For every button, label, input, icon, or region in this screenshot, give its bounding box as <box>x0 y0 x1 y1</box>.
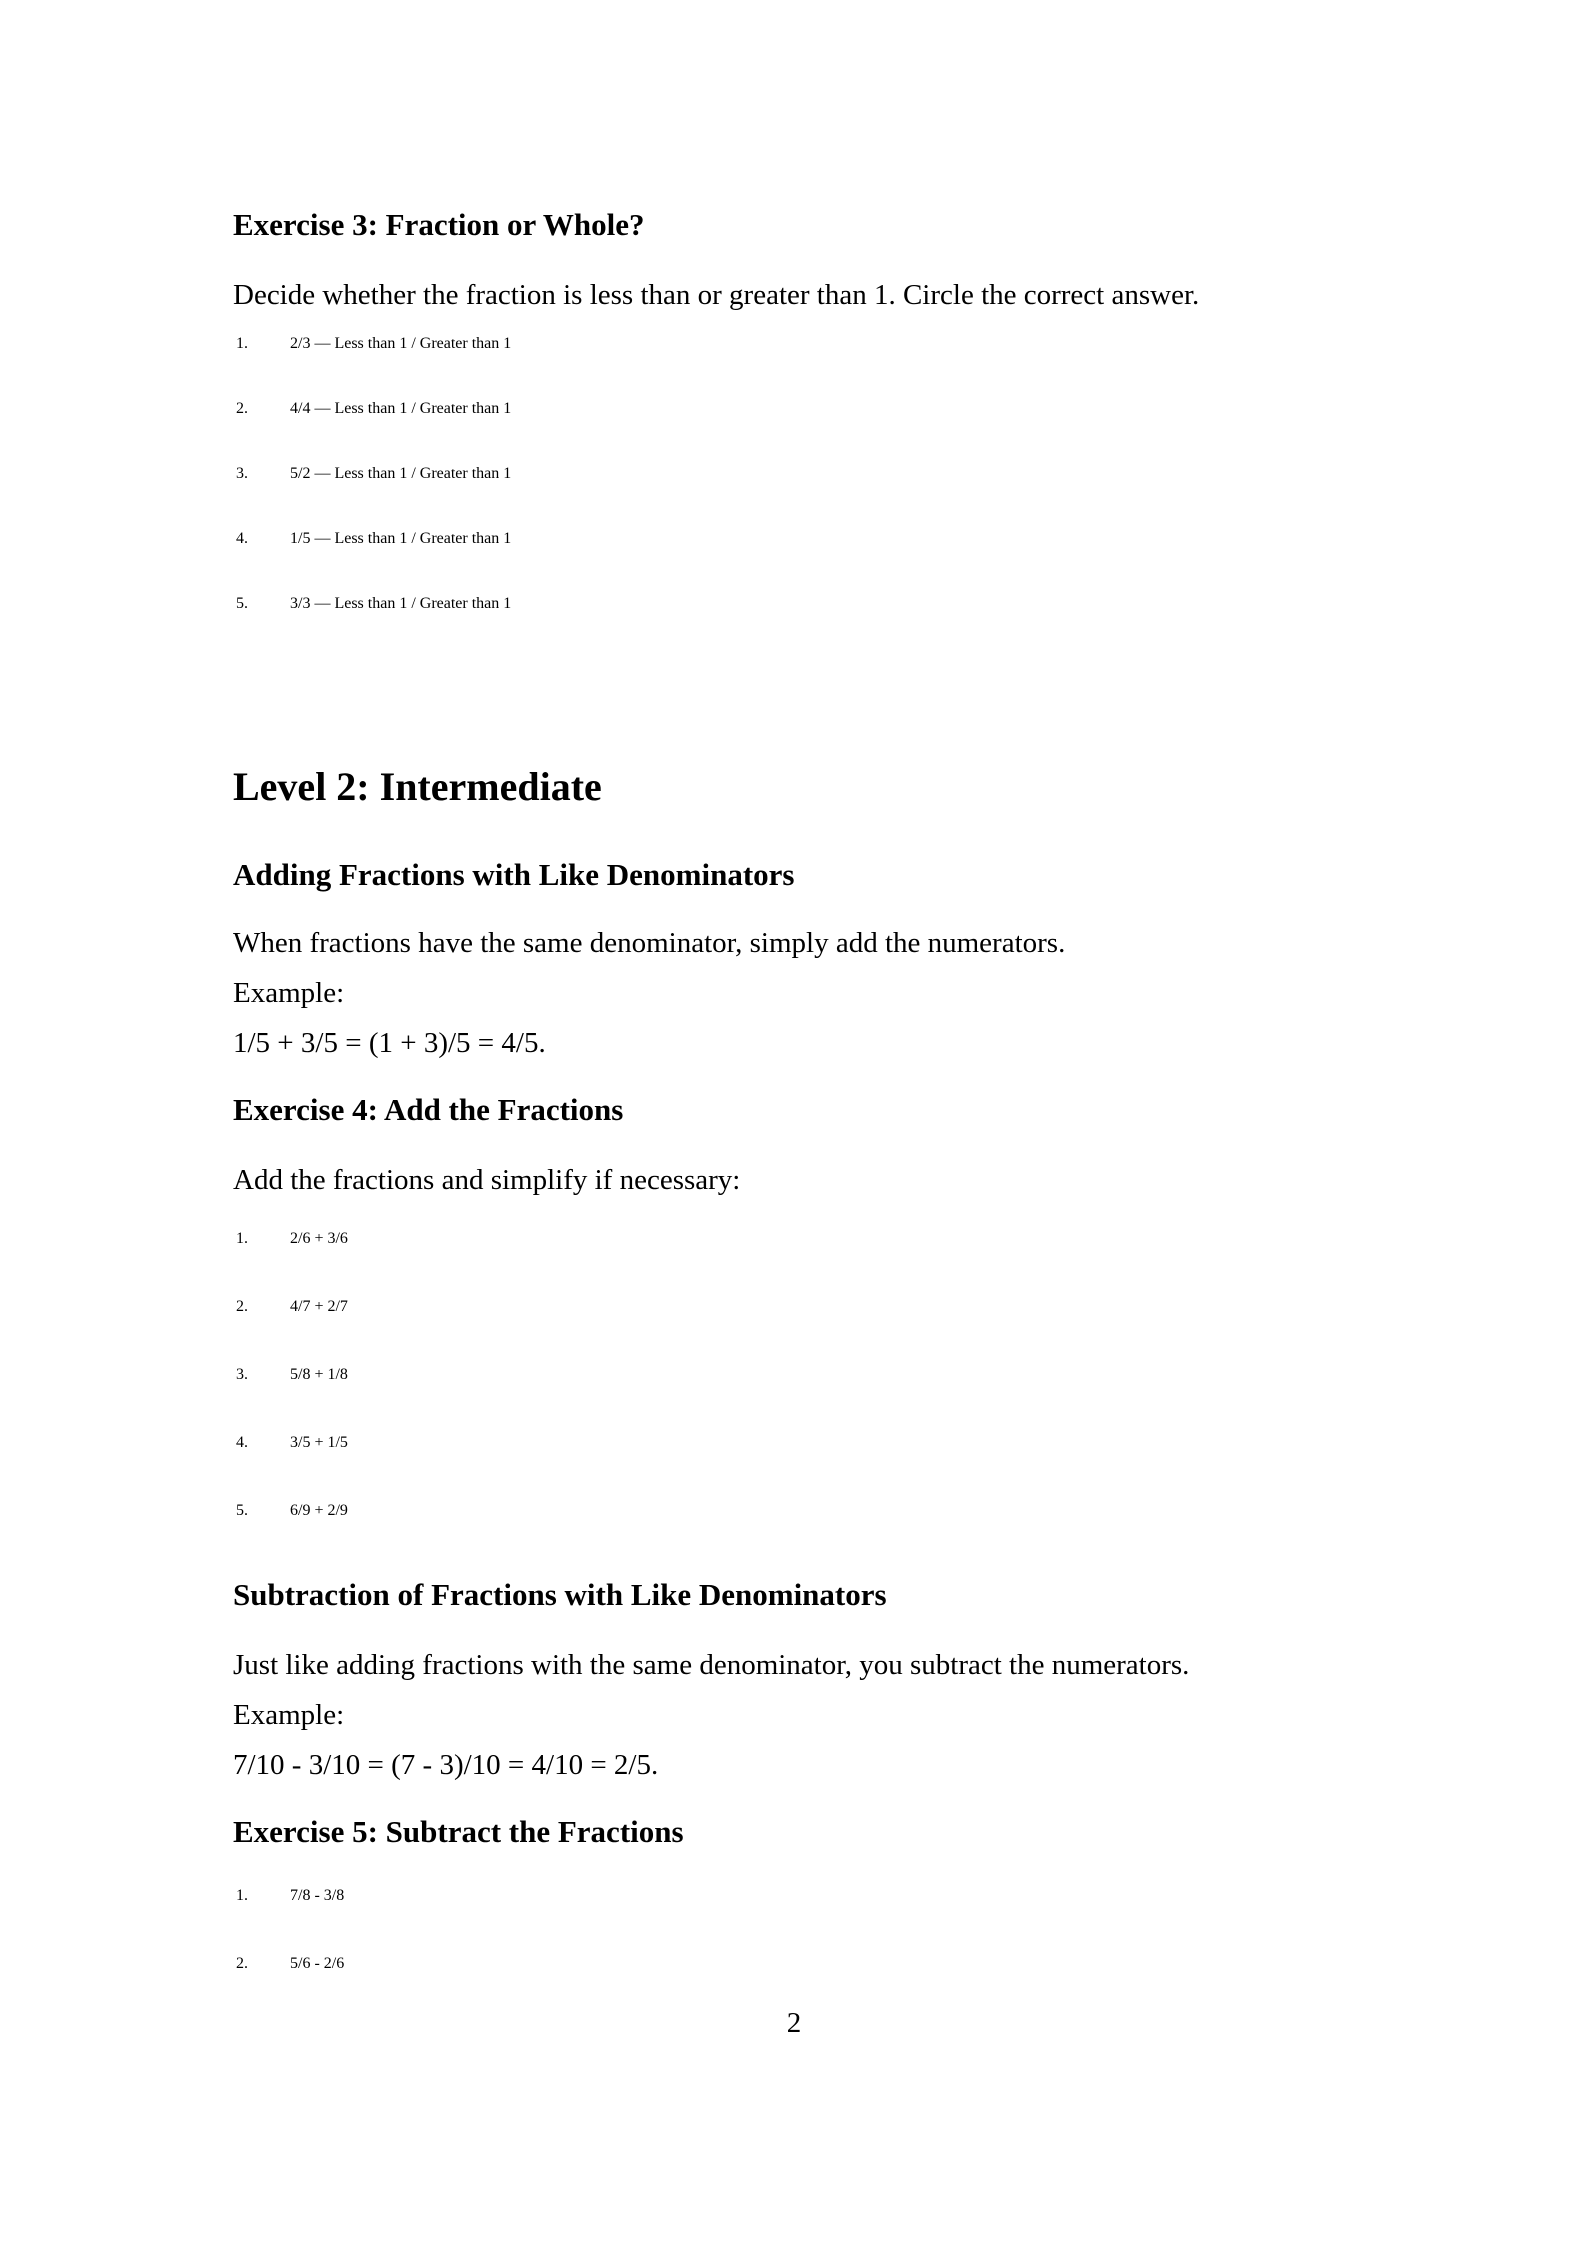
adding-section-paragraph <box>233 918 1418 1068</box>
exercise3-heading: Exercise 3: Fraction or Whole? <box>233 207 645 242</box>
list-item-number: 2. <box>236 1955 248 1972</box>
list-item-number: 4. <box>236 1434 248 1451</box>
list-item-number: 5. <box>236 1502 248 1519</box>
page-number: 2 <box>786 2007 802 2039</box>
list-item-text: 5/6 - 2/6 <box>290 1955 345 1972</box>
list-item <box>233 465 1418 515</box>
paragraph-line: 7/10 - 3/10 = (7 - 3)/10 = 4/10 = 2/5. <box>233 1749 659 1781</box>
paragraph-line: When fractions have the same denominator, simply add the numerators. <box>233 927 1066 959</box>
list-item-number: 2. <box>236 1298 248 1315</box>
exercise4-list <box>233 1230 1418 1552</box>
list-item <box>233 335 1418 385</box>
list-item-number: 1. <box>236 1887 248 1904</box>
paragraph-line: Just like adding fractions with the same denominator, you subtract the numerators. <box>233 1649 1190 1681</box>
list-item <box>233 1298 1418 1348</box>
list-item-text: 4/4 — Less than 1 / Greater than 1 <box>290 400 512 417</box>
level2-heading: Level 2: Intermediate <box>233 764 602 809</box>
list-item <box>233 530 1418 580</box>
list-item-number: 2. <box>236 400 248 417</box>
list-item-number: 5. <box>236 595 248 612</box>
list-item <box>233 1366 1418 1416</box>
list-item-number: 4. <box>236 530 248 547</box>
paragraph-line: 1/5 + 3/5 = (1 + 3)/5 = 4/5. <box>233 1027 546 1059</box>
list-item <box>233 595 1418 645</box>
exercise4-heading: Exercise 4: Add the Fractions <box>233 1092 624 1127</box>
adding-section-heading: Adding Fractions with Like Denominators <box>233 857 795 892</box>
list-item-number: 3. <box>236 465 248 482</box>
list-item-text: 5/2 — Less than 1 / Greater than 1 <box>290 465 512 482</box>
list-item-text: 1/5 — Less than 1 / Greater than 1 <box>290 530 512 547</box>
list-item-text: 3/3 — Less than 1 / Greater than 1 <box>290 595 512 612</box>
list-item-text: 3/5 + 1/5 <box>290 1434 348 1451</box>
list-item <box>233 1230 1418 1280</box>
exercise5-heading: Exercise 5: Subtract the Fractions <box>233 1814 684 1849</box>
list-item <box>233 1887 1418 1937</box>
list-item-number: 3. <box>236 1366 248 1383</box>
exercise4-instruction: Add the fractions and simplify if necessary: <box>233 1164 741 1196</box>
list-item-number: 1. <box>236 335 248 352</box>
list-item <box>233 400 1418 450</box>
exercise5-list <box>233 1887 1418 2005</box>
paragraph-line: Example: <box>233 1699 345 1731</box>
subtraction-section-heading: Subtraction of Fractions with Like Denominators <box>233 1577 887 1612</box>
list-item <box>233 1434 1418 1484</box>
list-item-text: 2/3 — Less than 1 / Greater than 1 <box>290 335 512 352</box>
exercise3-list <box>233 335 1418 645</box>
exercise3-instruction: Decide whether the fraction is less than or greater than 1. Circle the correct answer. <box>233 279 1200 311</box>
list-item-text: 4/7 + 2/7 <box>290 1298 348 1315</box>
list-item <box>233 1502 1418 1552</box>
list-item-text: 6/9 + 2/9 <box>290 1502 348 1519</box>
list-item-number: 1. <box>236 1230 248 1247</box>
list-item-text: 7/8 - 3/8 <box>290 1887 345 1904</box>
paragraph-line: Example: <box>233 977 345 1009</box>
list-item-text: 5/8 + 1/8 <box>290 1366 348 1383</box>
subtraction-section-paragraph <box>233 1640 1418 1790</box>
list-item-text: 2/6 + 3/6 <box>290 1230 348 1247</box>
